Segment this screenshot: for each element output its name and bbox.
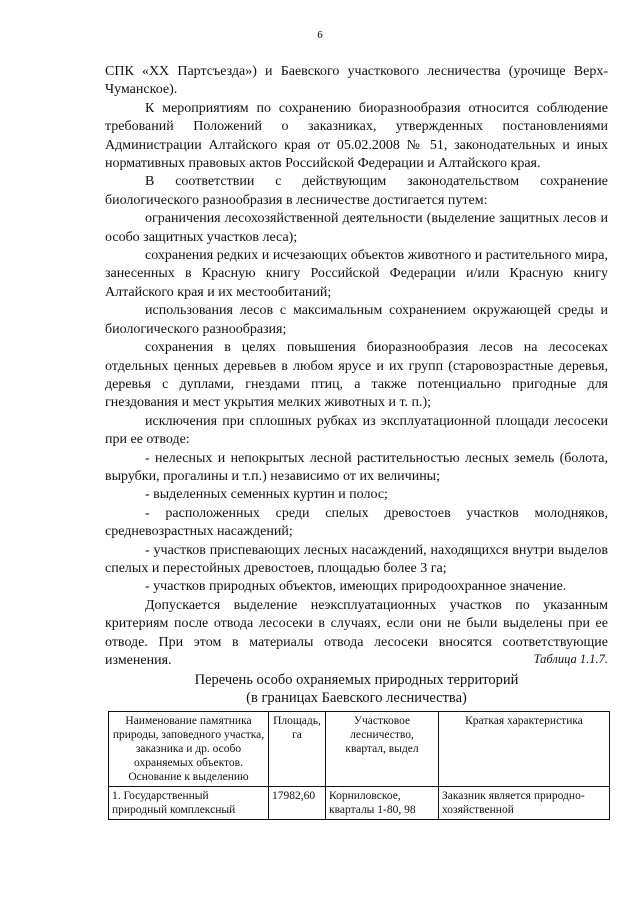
table-header-row xyxy=(109,712,610,787)
paragraph: К мероприятиям по сохранению биоразнообразия относится соблюдение требований Положений о заказниках, утвержденных постановлениями Администрации Алтайского края от 05.02.2008 № 51, законодательных и иных нормативных правовых актов Российской Федерации и Алтайского края. xyxy=(105,100,608,172)
paragraph: сохранения в целях повышения биоразнообразия лесов на лесосеках отдельных ценных деревьев в любом ярусе и их групп (старовозрастные деревья, деревья с дуплами, гнездами птиц, а также потенциально пригодные для гнездования и мест укрытия мелких животных и т. п.); xyxy=(105,340,608,411)
paragraph: ограничения лесохозяйственной деятельности (выделение защитных лесов и особо защитных участков леса); xyxy=(105,211,608,245)
column-header-location: Участковое лесничество, квартал, выдел xyxy=(326,712,439,787)
protected-areas-table xyxy=(108,711,610,820)
table-title xyxy=(105,671,608,707)
table-cell: Корниловское, кварталы 1-80, 98 xyxy=(326,787,439,820)
table-cell: 17982,60 xyxy=(269,787,326,820)
body-text xyxy=(105,63,608,670)
list-item: - участков приспевающих лесных насаждений, находящихся внутри выделов спелых и перестойных древостоев, площадью более 3 га; xyxy=(105,542,608,576)
paragraph: СПК «XX Партсъезда») и Баевского участкового лесничества (урочище Верх-Чуманское). xyxy=(105,64,608,98)
table-title-line: (в границах Баевского лесничества) xyxy=(246,690,467,706)
paragraph: Допускается выделение неэксплуатационных участков по указанным критериям после отвода лесосеки в случаях, если они не были выделены при ее отводе. При этом в материалы отвода лесосеки вносятся соответствующие изменения. xyxy=(105,597,608,668)
list-item: - расположенных среди спелых древостоев участков молодняков, средневозрастных насаждений; xyxy=(105,505,608,540)
paragraph: исключения при сплошных рубках из эксплуатационной площади лесосеки при ее отводе: xyxy=(105,413,608,448)
table-caption: Таблица 1.1.7. xyxy=(533,652,608,666)
column-header-description: Краткая характеристика xyxy=(439,712,610,787)
table-title-line: Перечень особо охраняемых природных территорий xyxy=(194,672,519,688)
paragraph: использования лесов с максимальным сохранением окружающей среды и биологического разнообразия; xyxy=(105,303,608,337)
paragraph: В соответствии с действующим законодательством сохранение биологического разнообразия в лесничестве достигается путем: xyxy=(105,174,608,208)
column-header-area: Площадь, га xyxy=(269,712,326,787)
table-cell: 1. Государственный природный комплексный xyxy=(109,787,269,820)
list-item: - выделенных семенных куртин и полос; xyxy=(145,487,388,503)
paragraph: сохранения редких и исчезающих объектов животного и растительного мира, занесенных в Красную книгу Российской Федерации и/или Красную книгу Алтайского края и их местообитаний; xyxy=(105,248,608,300)
list-item: - участков природных объектов, имеющих природоохранное значение. xyxy=(145,579,567,595)
page-number: 6 xyxy=(317,29,323,41)
table-cell: Заказник является природно-хозяйственной xyxy=(439,787,610,820)
column-header-name: Наименование памятника природы, заповедного участка, заказника и др. особо охраняемых объектов. Основание к выделению xyxy=(109,712,269,787)
list-item: - нелесных и непокрытых лесной растительностью лесных земель (болота, вырубки, прогалины и т.п.) независимо от их величины; xyxy=(105,450,608,484)
table-row xyxy=(109,787,610,820)
